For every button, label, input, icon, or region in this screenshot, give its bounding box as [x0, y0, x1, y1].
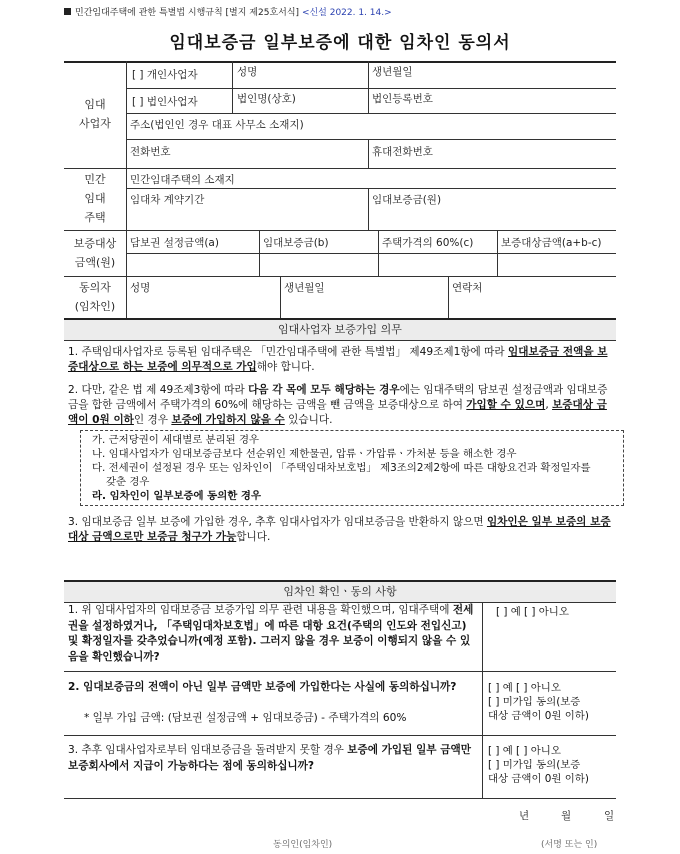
question-3-text: 3. 추후 임대사업자로부터 임대보증금을 돌려받지 못할 경우 — [68, 744, 348, 756]
condition-item-na: 나. 임대사업자가 임대보증금보다 선순위인 제한물권, 압류ㆍ가압류ㆍ가처분 등을 해소한 경우 — [92, 448, 517, 460]
obligation-p1-end: 해야 합니다. — [256, 361, 315, 373]
divider — [497, 230, 498, 276]
divider — [126, 61, 127, 318]
consenter-label — [64, 278, 126, 316]
question-2-answer-opt-out[interactable]: [ ] 미가입 동의(보증 — [488, 696, 581, 708]
divider — [368, 61, 369, 113]
coverage-label-line1: 보증대상 — [73, 237, 117, 250]
housing-label-line2: 임대 — [84, 192, 106, 205]
coverage-amount-label — [64, 234, 126, 272]
consenter-birthdate-label: 생년월일 — [284, 282, 325, 294]
obligation-paragraph-2 — [68, 383, 616, 428]
obligation-paragraph-3 — [68, 515, 616, 545]
divider — [448, 276, 449, 318]
divider — [64, 798, 616, 799]
obligation-p3-emphasis: 임차인은 일부 보증의 보증대상 금액으로만 보증금 청구가 가능 — [68, 516, 611, 543]
divider — [126, 188, 616, 189]
mortgage-amount-label: 담보권 설정금액(a) — [130, 237, 219, 249]
divider — [64, 671, 616, 672]
divider — [368, 188, 369, 230]
obligation-paragraph-1 — [68, 345, 616, 375]
question-1-emphasis: 전세권을 설정하였거나, 「주택임대차보호법」에 따른 대항 요건(주택의 인도와 전입신고) 및 확정일자를 갖추었습니까(예정 포함). 그러지 않을 경우 보증이 이행되지 않을 수 있음을 확인했습니까? — [68, 604, 474, 663]
revision-note: <신설 2022. 1. 14.> — [301, 8, 392, 18]
lease-period-label: 임대차 계약기간 — [130, 194, 205, 206]
divider — [378, 230, 379, 276]
consenter-label-line2: (임차인) — [74, 300, 116, 313]
condition-item-ra: 라. 임차인이 일부보증에 동의한 경우 — [92, 490, 261, 502]
rental-deposit-label: 임대보증금(원) — [372, 194, 442, 206]
divider — [259, 230, 260, 276]
question-2-answer-yes-no[interactable]: [ ] 예 [ ] 아니오 — [488, 682, 561, 694]
deposit-amount-label: 임대보증금(b) — [263, 237, 329, 249]
consenter-label-line1: 동의자 — [79, 281, 111, 294]
individual-business-checkbox[interactable]: [ ] 개인사업자 — [132, 69, 198, 81]
divider — [126, 88, 616, 89]
obligation-p2-emphasis: 다음 각 목에 모두 해당하는 경우 — [248, 384, 400, 396]
landlord-name-label: 성명 — [237, 66, 258, 78]
obligation-p2-emphasis-4: 보증에 가입하지 않을 수 — [171, 414, 285, 426]
form-reference — [64, 5, 392, 18]
divider — [64, 735, 616, 736]
divider — [126, 139, 616, 140]
corporate-registration-label: 법인등록번호 — [372, 93, 433, 105]
consenter-name-label: 성명 — [130, 282, 151, 294]
corporate-name-label: 법인명(상호) — [237, 93, 296, 105]
corporate-business-checkbox[interactable]: [ ] 법인사업자 — [132, 96, 198, 108]
divider — [64, 230, 616, 231]
housing-location-label: 민간임대주택의 소재지 — [130, 174, 235, 186]
question-1-answer-checkboxes[interactable]: [ ] 예 [ ] 아니오 — [496, 606, 569, 618]
housing-label-line1: 민간 — [84, 173, 106, 186]
landlord-phone-label: 전화번호 — [130, 146, 171, 158]
confirmation-question-2: 2. 임대보증금의 전액이 아닌 일부 금액만 보증에 가입한다는 사실에 동의하십니까? — [68, 681, 457, 693]
landlord-label — [64, 95, 126, 133]
obligation-p2-text-2: 에는 임대주택의 담보권 설정금액과 임대보증금을 합한 금액에서 주택가격의 60%에 해당하는 금액을 뺀 금액을 보증대상으로 하여 — [68, 384, 608, 411]
landlord-mobile-label: 휴대전화번호 — [372, 146, 433, 158]
divider — [64, 168, 616, 169]
obligation-p2-emphasis-2: 가입할 수 있으며 — [466, 399, 546, 411]
signer-label: 동의인(임차인) — [273, 840, 333, 850]
confirmation-heading: 임차인 확인ㆍ동의 사항 — [64, 582, 616, 602]
obligation-p3-text: 3. 임대보증금 일부 보증에 가입한 경우, 추후 임대사업자가 임대보증금을 반환하지 않으면 — [68, 516, 487, 528]
landlord-label-line2: 사업자 — [79, 117, 111, 130]
question-3-emphasis: 보증에 가입된 일부 금액만 보증회사에서 지급이 가능하다는 점에 동의하십니까? — [68, 744, 471, 772]
question-1-text: 1. 위 임대사업자의 임대보증금 보증가입 의무 관련 내용을 확인했으며, 임대주택에 — [68, 604, 453, 616]
question-2-answer-opt-out-cont: 대상 금액이 0원 이하) — [488, 710, 589, 722]
divider — [232, 61, 233, 113]
landlord-address-label: 주소(법인인 경우 대표 사무소 소재지) — [130, 119, 304, 131]
divider — [368, 139, 369, 168]
obligation-p2-comma: , — [545, 399, 553, 411]
obligation-p1-emphasis: 임대보증금 전액을 보증대상으로 하는 보증에 의무적으로 가입 — [68, 346, 608, 373]
divider — [126, 253, 616, 254]
obligation-p1-text: 1. 주택임대사업자로 등록된 임대주택은 「민간임대주택에 관한 특별법」 제49조제1항에 따라 — [68, 346, 508, 358]
divider — [482, 602, 483, 798]
signature-month: 월 — [561, 810, 572, 822]
landlord-label-line1: 임대 — [84, 98, 106, 111]
question-3-answer-opt-out-cont: 대상 금액이 0원 이하) — [488, 773, 589, 785]
obligation-p2-emphasis-3: 보증대상 금액이 0원 이하 — [68, 399, 607, 426]
obligation-heading: 임대사업자 보증가입 의무 — [64, 320, 616, 340]
obligation-p2-end: 있습니다. — [284, 414, 333, 426]
form-reference-text: 민간임대주택에 관한 특별법 시행규칙 [별지 제25호서식] — [75, 8, 300, 18]
condition-item-ga: 가. 근저당권이 세대별로 분리된 경우 — [92, 434, 260, 446]
housing-price-60-label: 주택가격의 60%(c) — [382, 237, 474, 249]
table-top-border — [64, 61, 616, 63]
obligation-p2-text-3: 인 경우 — [133, 414, 172, 426]
divider — [280, 276, 281, 318]
confirmation-question-1 — [68, 603, 480, 665]
confirmation-question-3 — [68, 743, 480, 774]
condition-item-da: 다. 전세권이 설정된 경우 또는 임차인이 「주택임대차보호법」 제3조의2제2항에 따른 대항요건과 확정일자를 갖춘 경우 — [92, 462, 591, 488]
signature-year: 년 — [519, 810, 530, 822]
question-3-answer-opt-out[interactable]: [ ] 미가입 동의(보증 — [488, 759, 581, 771]
coverage-label-line2: 금액(원) — [74, 256, 116, 269]
housing-label-line3: 주택 — [84, 211, 106, 224]
sign-or-seal-note: (서명 또는 인) — [541, 840, 598, 850]
question-2-note: * 일부 가입 금액: (담보권 설정금액 + 임대보증금) - 주택가격의 60% — [84, 712, 407, 724]
divider — [64, 276, 616, 277]
divider — [126, 113, 616, 114]
landlord-birthdate-label: 생년월일 — [372, 66, 413, 78]
signature-day: 일 — [604, 810, 615, 822]
coverage-total-label: 보증대상금액(a+b-c) — [501, 237, 602, 249]
consenter-contact-label: 연락처 — [452, 282, 483, 294]
obligation-p3-end: 합니다. — [236, 531, 271, 543]
question-3-answer-yes-no[interactable]: [ ] 예 [ ] 아니오 — [488, 745, 561, 757]
divider — [64, 340, 616, 341]
square-bullet-icon — [64, 8, 71, 15]
page-title: 임대보증금 일부보증에 대한 임차인 동의서 — [169, 33, 511, 53]
obligation-p2-text: 2. 다만, 같은 법 제 49조제3항에 따라 — [68, 384, 249, 396]
housing-label — [64, 170, 126, 227]
